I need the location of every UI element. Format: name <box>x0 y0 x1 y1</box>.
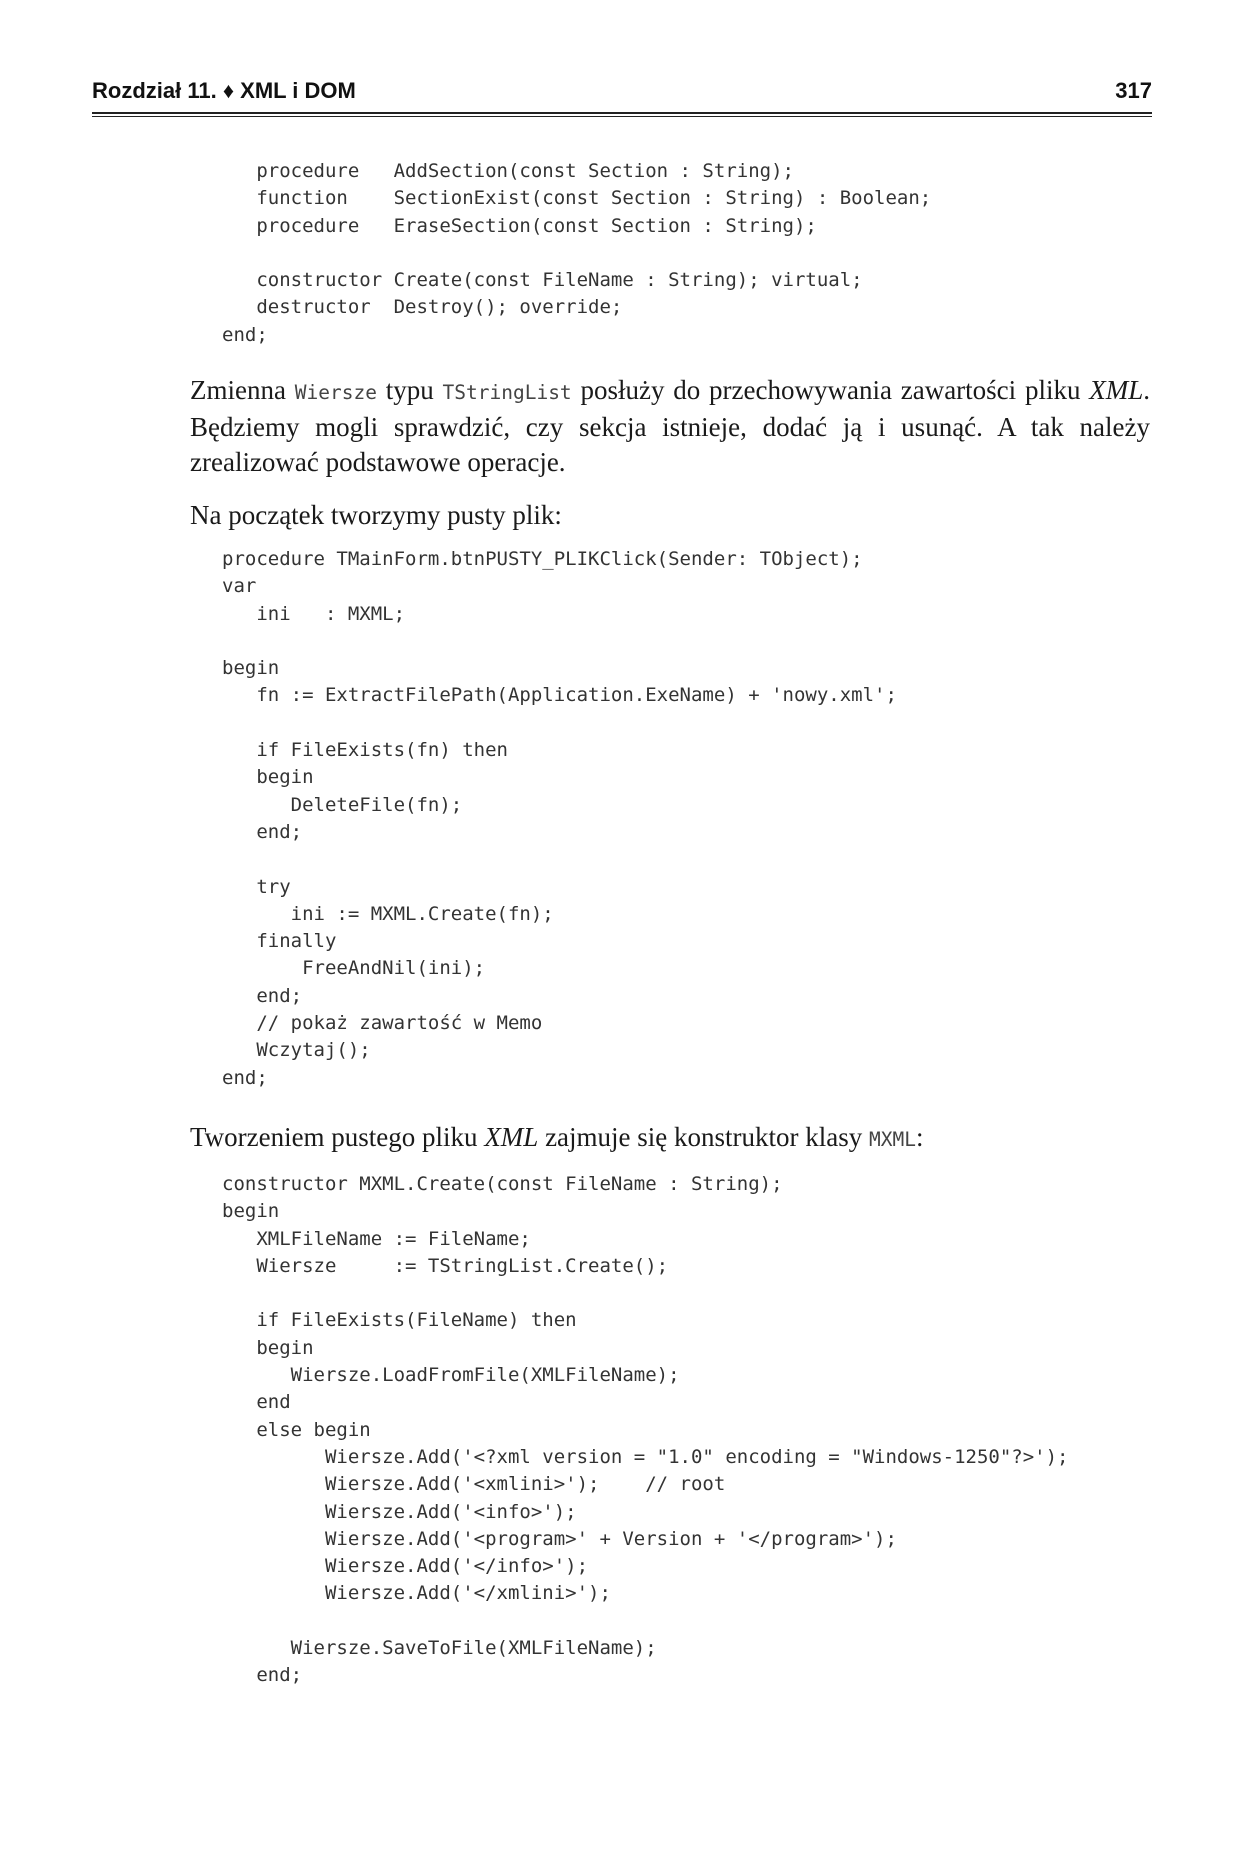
paragraph-wiersze-description <box>190 373 1150 480</box>
paragraph-constructor-intro <box>190 1120 1150 1157</box>
text-span: Tworzeniem pustego pliku <box>190 1122 485 1152</box>
text-span: . Będziemy mogli sprawdzić, czy sekcja istnieje, dodać ją i usunąć. A tak należy zrealizować podstawowe operacje. <box>190 375 1150 477</box>
text-span: typu <box>376 375 443 405</box>
header-rule <box>92 112 1152 117</box>
paragraph-empty-file-intro: Na początek tworzymy pusty plik: <box>190 500 562 530</box>
text-span: posłuży do przechowywania zawartości pliku <box>571 375 1090 405</box>
text-span: zajmuje się konstruktor klasy <box>538 1122 869 1152</box>
code-block-class-declaration: procedure AddSection(const Section : String); function SectionExist(const Section : String) : Boolean; procedure EraseSection(const Section : String); constructor Create(const FileName : String); virtual; destructor Destroy(); override; end; <box>222 160 932 346</box>
text-span: : <box>915 1122 924 1152</box>
running-header <box>92 78 1152 114</box>
italic-term: XML <box>484 1122 539 1152</box>
chapter-title: Rozdział 11. ♦ XML i DOM <box>92 78 356 103</box>
page-number: 317 <box>1115 78 1152 103</box>
italic-term: XML <box>1089 375 1144 405</box>
inline-code: TStringList <box>442 381 572 404</box>
code-block-mxml-constructor: constructor MXML.Create(const FileName : String); begin XMLFileName := FileName; Wiersze := TStringList.Create(); if FileExists(FileName) then begin Wiersze.LoadFromFile(XMLFileName); end else begin Wiersze.Add('<?xml version = "1.0" encoding = "Windows-1250"?>'); Wiersze.Add('<xmlini>'); // root Wiersze.Add('<info>'); Wiersze.Add('<program>' + Version + '</program>'); Wiersze.Add('</info>'); Wiersze.Add('</xmlini>'); Wiersze.SaveToFile(XMLFileName); end; <box>222 1173 1069 1687</box>
inline-code: MXML <box>869 1128 916 1151</box>
text-span: Zmienna <box>190 375 295 405</box>
code-block-btn-click-procedure: procedure TMainForm.btnPUSTY_PLIKClick(Sender: TObject); var ini : MXML; begin fn := ExtractFilePath(Application.ExeName) + 'nowy.xml'; if FileExists(fn) then begin DeleteFile(fn); end; try ini := MXML.Create(fn); finally FreeAndNil(ini); end; // pokaż zawartość w Memo Wczytaj(); end; <box>222 548 897 1089</box>
inline-code: Wiersze <box>294 381 377 404</box>
